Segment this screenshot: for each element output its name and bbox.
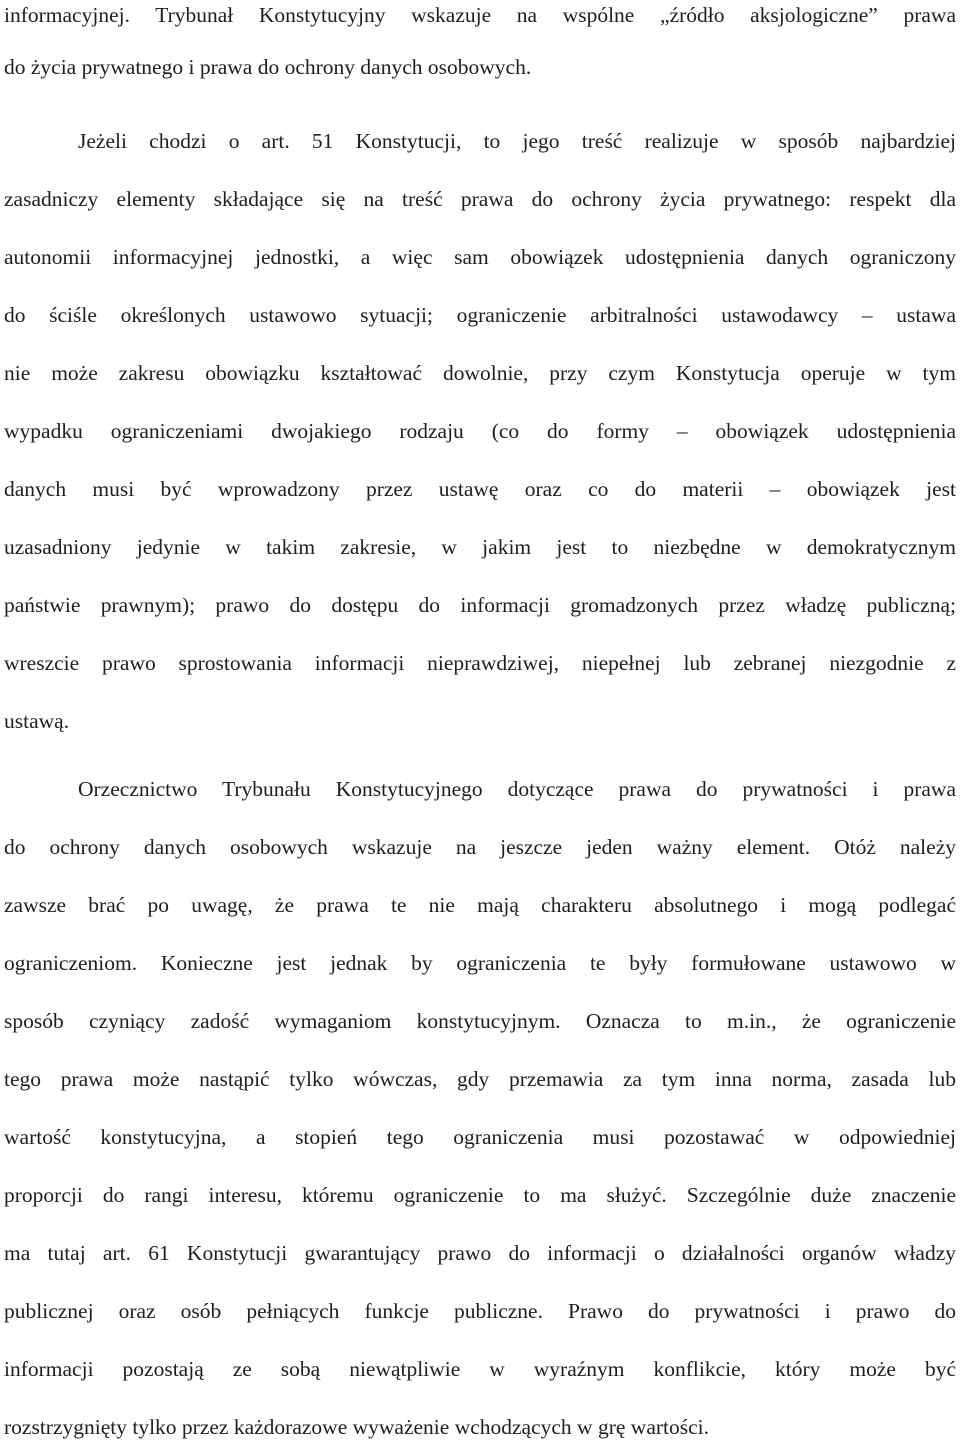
text-line: zasadniczy elementy składające się na treść prawa do ochrony życia prywatnego: respekt dla: [4, 187, 956, 211]
text-line: informacyjnej. Trybunał Konstytucyjny wskazuje na wspólne „źródło aksjologiczne” prawa: [4, 3, 956, 27]
text-line: ograniczeniom. Konieczne jest jednak by ograniczenia te były formułowane ustawowo w: [4, 951, 956, 975]
text-line: wreszcie prawo sprostowania informacji nieprawdziwej, niepełnej lub zebranej niezgodnie z: [4, 651, 956, 675]
text-line: tego prawa może nastąpić tylko wówczas, gdy przemawia za tym inna norma, zasada lub: [4, 1067, 956, 1091]
text-line: nie może zakresu obowiązku kształtować dowolnie, przy czym Konstytucja operuje w tym: [4, 361, 956, 385]
text-line: do ściśle określonych ustawowo sytuacji; ograniczenie arbitralności ustawodawcy – ustawa: [4, 303, 956, 327]
text-line: do życia prywatnego i prawa do ochrony danych osobowych.: [4, 55, 532, 79]
text-line: zawsze brać po uwagę, że prawa te nie mają charakteru absolutnego i mogą podlegać: [4, 893, 956, 917]
text-line: informacji pozostają ze sobą niewątpliwie w wyraźnym konflikcie, który może być: [4, 1357, 956, 1381]
text-line: proporcji do rangi interesu, któremu ograniczenie to ma służyć. Szczególnie duże znaczenie: [4, 1183, 956, 1207]
text-line: autonomii informacyjnej jednostki, a więc sam obowiązek udostępnienia danych ograniczony: [4, 245, 956, 269]
text-line: wartość konstytucyjna, a stopień tego ograniczenia musi pozostawać w odpowiedniej: [4, 1125, 956, 1149]
text-line: publicznej oraz osób pełniących funkcje publiczne. Prawo do prywatności i prawo do: [4, 1299, 956, 1323]
text-line: Orzecznictwo Trybunału Konstytucyjnego dotyczące prawa do prywatności i prawa: [78, 777, 956, 801]
text-line: wypadku ograniczeniami dwojakiego rodzaju (co do formy – obowiązek udostępnienia: [4, 419, 956, 443]
text-line: rozstrzygnięty tylko przez każdorazowe wyważenie wchodzących w grę wartości.: [4, 1415, 709, 1439]
text-line: danych musi być wprowadzony przez ustawę oraz co do materii – obowiązek jest: [4, 477, 956, 501]
text-line: uzasadniony jedynie w takim zakresie, w jakim jest to niezbędne w demokratycznym: [4, 535, 956, 559]
text-line: ma tutaj art. 61 Konstytucji gwarantujący prawo do informacji o działalności organów władzy: [4, 1241, 956, 1265]
text-line: państwie prawnym); prawo do dostępu do informacji gromadzonych przez władzę publiczną;: [4, 593, 956, 617]
text-line: ustawą.: [4, 709, 70, 733]
text-line: Jeżeli chodzi o art. 51 Konstytucji, to jego treść realizuje w sposób najbardziej: [78, 129, 956, 153]
text-line: do ochrony danych osobowych wskazuje na jeszcze jeden ważny element. Otóż należy: [4, 835, 956, 859]
text-line: sposób czyniący zadość wymaganiom konstytucyjnym. Oznacza to m.in., że ograniczenie: [4, 1009, 956, 1033]
